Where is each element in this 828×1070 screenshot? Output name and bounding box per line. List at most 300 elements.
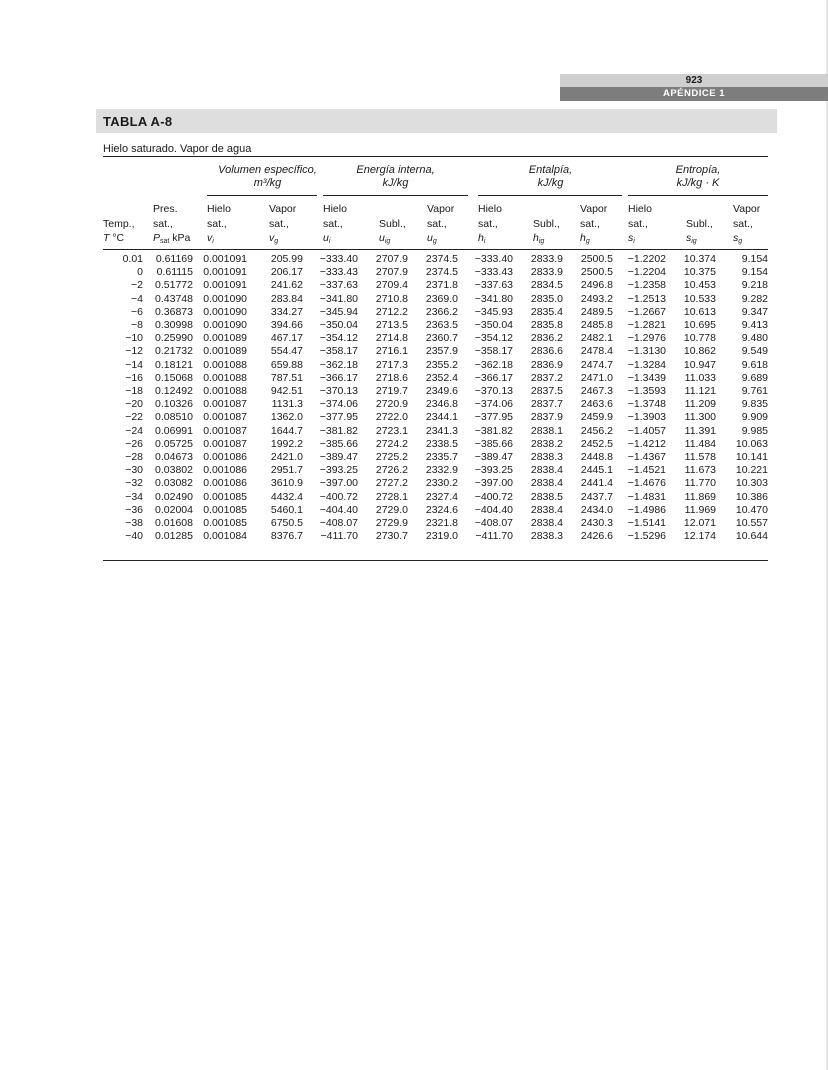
table-cell: −400.72 bbox=[319, 490, 358, 503]
table-cell: −1.4521 bbox=[627, 464, 666, 477]
table-cell: 11.391 bbox=[684, 424, 716, 437]
table-cell: 2335.7 bbox=[425, 451, 458, 464]
table-cell: −333.40 bbox=[474, 253, 513, 265]
table-cell: 2459.9 bbox=[580, 411, 613, 424]
table-cell: 10.470 bbox=[735, 503, 768, 516]
table-cell: 2426.6 bbox=[580, 530, 613, 543]
table-cell: 9.218 bbox=[741, 279, 768, 292]
table-cell: 2471.0 bbox=[580, 371, 613, 384]
group-entropy-rule bbox=[628, 195, 768, 196]
table-cell: −1.4676 bbox=[627, 477, 666, 490]
table-cell: 2434.0 bbox=[580, 503, 613, 516]
table-cell: 2421.0 bbox=[270, 451, 303, 464]
table-cell: −32 bbox=[125, 477, 143, 490]
table-cell: −10 bbox=[125, 332, 143, 345]
table-row bbox=[103, 411, 768, 424]
table-cell: −362.18 bbox=[474, 358, 513, 371]
table-row bbox=[103, 438, 768, 451]
table-cell: 2707.9 bbox=[375, 266, 408, 279]
table-cell: 2723.1 bbox=[375, 424, 408, 437]
table-cell: −36 bbox=[125, 503, 143, 516]
table-cell: −411.70 bbox=[320, 530, 358, 543]
table-cell: 787.51 bbox=[270, 371, 303, 384]
table-cell: 2713.5 bbox=[375, 319, 408, 332]
table-cell: 0.03082 bbox=[155, 477, 193, 490]
table-cell: 0.51772 bbox=[155, 279, 193, 292]
table-cell: 9.985 bbox=[741, 424, 768, 437]
table-cell: −354.12 bbox=[319, 332, 358, 345]
table-cell: 9.909 bbox=[741, 411, 768, 424]
table-cell: 0.01608 bbox=[155, 517, 193, 530]
table-row bbox=[103, 451, 768, 464]
appendix-label: APÉNDICE 1 bbox=[560, 87, 828, 101]
table-cell: −337.63 bbox=[474, 279, 513, 292]
table-cell: 0.001087 bbox=[203, 437, 247, 450]
table-cell: −377.95 bbox=[319, 411, 358, 424]
table-cell: 2720.9 bbox=[375, 398, 408, 411]
table-cell: 2485.8 bbox=[580, 319, 613, 332]
table-cell: 0.001086 bbox=[203, 464, 247, 477]
table-row bbox=[103, 517, 768, 530]
table-cell: 11.770 bbox=[684, 477, 716, 490]
col-head-vg: Vapor sat., $v_g$ bbox=[269, 203, 297, 245]
table-cell: 1362.0 bbox=[270, 411, 303, 424]
table-cell: 2838.4 bbox=[530, 517, 563, 530]
table-cell: 2838.4 bbox=[530, 503, 563, 516]
table-cell: −370.13 bbox=[474, 385, 513, 398]
table-cell: 12.071 bbox=[683, 517, 716, 530]
table-cell: −393.25 bbox=[474, 464, 513, 477]
table-cell: −345.93 bbox=[474, 305, 513, 318]
table-cell: 0.001085 bbox=[203, 503, 247, 516]
table-cell: 9.154 bbox=[741, 266, 768, 279]
table-cell: 2725.2 bbox=[375, 451, 408, 464]
table-cell: 0.001091 bbox=[203, 253, 247, 265]
table-cell: −1.5296 bbox=[627, 530, 666, 543]
table-cell: 10.303 bbox=[735, 477, 768, 490]
table-cell: −6 bbox=[131, 305, 143, 318]
table-cell: 0.25990 bbox=[155, 332, 193, 345]
table-cell: 2327.4 bbox=[425, 490, 458, 503]
table-cell: 0.001087 bbox=[203, 398, 247, 411]
table-cell: −381.82 bbox=[319, 424, 358, 437]
col-head-vi: Hielo sat., $v_i$ bbox=[207, 203, 231, 245]
table-cell: 2834.5 bbox=[530, 279, 563, 292]
table-cell: −333.40 bbox=[319, 253, 358, 265]
table-cell: 2355.2 bbox=[425, 358, 458, 371]
table-cell: 1131.3 bbox=[271, 398, 303, 411]
table-cell: −18 bbox=[125, 385, 143, 398]
table-row bbox=[103, 253, 768, 266]
table-cell: 0.18121 bbox=[155, 358, 193, 371]
table-cell: 0.02004 bbox=[155, 503, 193, 516]
table-cell: 11.578 bbox=[684, 451, 716, 464]
table-cell: 0.02490 bbox=[155, 490, 193, 503]
table-cell: 1644.7 bbox=[270, 424, 303, 437]
table-row bbox=[103, 477, 768, 490]
table-cell: 0.21732 bbox=[155, 345, 193, 358]
table-cell: 11.484 bbox=[684, 437, 716, 450]
table-row bbox=[103, 266, 768, 279]
table-cell: −366.17 bbox=[474, 371, 513, 384]
table-cell: 9.835 bbox=[741, 398, 768, 411]
table-caption: Hielo saturado. Vapor de agua bbox=[103, 143, 252, 155]
table-cell: 9.480 bbox=[741, 332, 768, 345]
table-cell: −4 bbox=[131, 292, 143, 305]
table-body bbox=[103, 253, 768, 543]
table-cell: 0.001087 bbox=[203, 424, 247, 437]
table-cell: −1.2667 bbox=[627, 305, 666, 318]
table-cell: 10.613 bbox=[683, 305, 716, 318]
table-cell: 206.17 bbox=[270, 266, 303, 279]
table-cell: 2374.5 bbox=[425, 253, 458, 265]
table-cell: 2437.7 bbox=[580, 490, 613, 503]
group-volume-title: Volumen específico, bbox=[218, 164, 317, 176]
group-energy-unit: kJ/kg bbox=[382, 177, 409, 189]
group-energy bbox=[323, 164, 468, 190]
table-cell: 0.001087 bbox=[203, 411, 247, 424]
table-cell: 2833.9 bbox=[530, 266, 563, 279]
col-head-si: Hielo sat., $s_i$ bbox=[628, 203, 652, 245]
table-cell: 0.001084 bbox=[203, 530, 247, 543]
table-cell: 2371.8 bbox=[425, 279, 458, 292]
table-cell: 205.99 bbox=[270, 253, 303, 265]
table-cell: −1.2976 bbox=[627, 332, 666, 345]
table-cell: 2716.1 bbox=[375, 345, 408, 358]
table-row bbox=[103, 372, 768, 385]
table-cell: 2833.9 bbox=[530, 253, 563, 265]
table-cell: 0.12492 bbox=[155, 385, 193, 398]
table-cell: 10.141 bbox=[735, 451, 768, 464]
group-enthalpy-title: Entalpía, bbox=[528, 164, 573, 176]
table-cell: −2 bbox=[131, 279, 143, 292]
col-head-sg: Vapor sat., $s_g$ bbox=[733, 203, 761, 245]
table-row bbox=[103, 425, 768, 438]
table-cell: 0.36873 bbox=[155, 305, 193, 318]
table-cell: −1.3748 bbox=[627, 398, 666, 411]
table-cell: 2360.7 bbox=[425, 332, 458, 345]
table-cell: −333.43 bbox=[474, 266, 513, 279]
table-cell: 0.001088 bbox=[203, 358, 247, 371]
table-cell: 1992.2 bbox=[270, 437, 303, 450]
table-cell: 2951.7 bbox=[270, 464, 303, 477]
table-cell: −1.3593 bbox=[627, 385, 666, 398]
table-cell: 10.375 bbox=[683, 266, 716, 279]
table-cell: 0.001089 bbox=[203, 332, 247, 345]
table-cell: 2341.3 bbox=[425, 424, 458, 437]
table-cell: 0.001090 bbox=[203, 292, 247, 305]
table-cell: −1.2821 bbox=[627, 319, 666, 332]
table-cell: 0.43748 bbox=[155, 292, 193, 305]
table-cell: 0.001090 bbox=[203, 305, 247, 318]
table-cell: 10.862 bbox=[683, 345, 716, 358]
table-cell: −1.3130 bbox=[627, 345, 666, 358]
table-cell: 2709.4 bbox=[375, 279, 408, 292]
table-cell: 2349.6 bbox=[425, 385, 458, 398]
table-cell: −1.3903 bbox=[627, 411, 666, 424]
table-cell: 2338.5 bbox=[425, 437, 458, 450]
table-cell: −24 bbox=[125, 424, 143, 437]
table-row bbox=[103, 345, 768, 358]
table-row bbox=[103, 464, 768, 477]
col-head-hg: Vapor sat., $h_g$ bbox=[580, 203, 608, 245]
table-cell: 0.001091 bbox=[203, 266, 247, 279]
table-row bbox=[103, 293, 768, 306]
table-cell: −345.94 bbox=[319, 305, 358, 318]
table-cell: 11.969 bbox=[684, 503, 716, 516]
table-cell: 11.209 bbox=[684, 398, 716, 411]
table-cell: 11.121 bbox=[684, 385, 716, 398]
table-cell: 467.17 bbox=[270, 332, 303, 345]
table-cell: 11.033 bbox=[684, 371, 716, 384]
table-cell: 2707.9 bbox=[375, 253, 408, 265]
table-cell: 9.413 bbox=[741, 319, 768, 332]
table-cell: −370.13 bbox=[319, 385, 358, 398]
table-cell: 5460.1 bbox=[270, 503, 303, 516]
table-cell: −354.12 bbox=[474, 332, 513, 345]
table-row bbox=[103, 504, 768, 517]
table-cell: 0 bbox=[137, 266, 143, 279]
table-cell: 0.05725 bbox=[155, 437, 193, 450]
group-energy-rule bbox=[323, 195, 468, 196]
table-cell: −362.18 bbox=[319, 358, 358, 371]
table-cell: 2445.1 bbox=[580, 464, 613, 477]
table-cell: 10.644 bbox=[735, 530, 768, 543]
table-cell: 2357.9 bbox=[425, 345, 458, 358]
table-cell: 2729.9 bbox=[375, 517, 408, 530]
table-cell: 2835.0 bbox=[530, 292, 563, 305]
table-cell: 11.869 bbox=[684, 490, 716, 503]
table-cell: −377.95 bbox=[474, 411, 513, 424]
table-cell: −385.66 bbox=[474, 437, 513, 450]
table-cell: −411.70 bbox=[475, 530, 513, 543]
table-cell: −16 bbox=[125, 371, 143, 384]
table-row bbox=[103, 398, 768, 411]
table-cell: 2837.7 bbox=[530, 398, 563, 411]
table-cell: 2452.5 bbox=[580, 437, 613, 450]
table-cell: 0.30998 bbox=[155, 319, 193, 332]
table-cell: 2837.2 bbox=[530, 371, 563, 384]
table-cell: −1.2513 bbox=[627, 292, 666, 305]
table-cell: −389.47 bbox=[474, 451, 513, 464]
table-cell: −341.80 bbox=[319, 292, 358, 305]
col-head-psat: Pres. sat., $P_{sat}$ kPa bbox=[153, 203, 191, 245]
table-row bbox=[103, 332, 768, 345]
table-cell: 2710.8 bbox=[375, 292, 408, 305]
table-cell: −408.07 bbox=[474, 517, 513, 530]
table-cell: 2726.2 bbox=[375, 464, 408, 477]
table-cell: 2346.8 bbox=[425, 398, 458, 411]
table-cell: −1.3439 bbox=[627, 371, 666, 384]
table-cell: −1.2202 bbox=[627, 253, 666, 265]
table-cell: 2330.2 bbox=[425, 477, 458, 490]
col-head-ui: Hielo sat., $u_i$ bbox=[323, 203, 347, 245]
table-cell: 0.61115 bbox=[156, 266, 193, 279]
table-cell: 2482.1 bbox=[580, 332, 613, 345]
table-cell: −22 bbox=[125, 411, 143, 424]
table-cell: 2837.9 bbox=[530, 411, 563, 424]
table-cell: −374.06 bbox=[319, 398, 358, 411]
table-cell: 9.347 bbox=[741, 305, 768, 318]
table-cell: −14 bbox=[125, 358, 143, 371]
table-cell: 2719.7 bbox=[375, 385, 408, 398]
table-row bbox=[103, 491, 768, 504]
table-cell: 334.27 bbox=[270, 305, 303, 318]
table-cell: 241.62 bbox=[270, 279, 303, 292]
table-cell: −333.43 bbox=[319, 266, 358, 279]
table-cell: 394.66 bbox=[270, 319, 303, 332]
table-cell: 0.04673 bbox=[155, 451, 193, 464]
table-cell: 6750.5 bbox=[270, 517, 303, 530]
table-cell: −393.25 bbox=[319, 464, 358, 477]
table-cell: 0.001086 bbox=[203, 451, 247, 464]
table-cell: 2838.3 bbox=[530, 451, 563, 464]
group-entropy-unit: kJ/kg · K bbox=[676, 177, 720, 189]
table-cell: −350.04 bbox=[319, 319, 358, 332]
table-cell: 0.001086 bbox=[203, 477, 247, 490]
table-cell: −30 bbox=[125, 464, 143, 477]
col-head-ug: Vapor sat., $u_g$ bbox=[427, 203, 455, 245]
table-cell: 0.06991 bbox=[155, 424, 193, 437]
table-cell: 2838.4 bbox=[530, 464, 563, 477]
table-cell: 2448.8 bbox=[580, 451, 613, 464]
data-table bbox=[103, 253, 768, 543]
table-cell: 2319.0 bbox=[425, 530, 458, 543]
table-cell: −358.17 bbox=[474, 345, 513, 358]
table-row bbox=[103, 530, 768, 543]
table-cell: −397.00 bbox=[319, 477, 358, 490]
table-cell: 2727.2 bbox=[375, 477, 408, 490]
top-rule bbox=[103, 156, 768, 157]
table-cell: −389.47 bbox=[319, 451, 358, 464]
table-cell: 0.03802 bbox=[155, 464, 193, 477]
table-cell: −381.82 bbox=[474, 424, 513, 437]
table-cell: 2463.6 bbox=[580, 398, 613, 411]
table-cell: 0.001089 bbox=[203, 345, 247, 358]
table-cell: 3610.9 bbox=[270, 477, 303, 490]
group-entropy-title: Entropía, bbox=[675, 164, 721, 176]
table-cell: 2474.7 bbox=[580, 358, 613, 371]
table-cell: 2714.8 bbox=[375, 332, 408, 345]
group-volume bbox=[207, 164, 328, 190]
table-cell: 2456.2 bbox=[580, 424, 613, 437]
table-row bbox=[103, 319, 768, 332]
table-cell: 2500.5 bbox=[580, 253, 613, 265]
table-cell: 0.01 bbox=[122, 253, 143, 265]
group-enthalpy-rule bbox=[478, 195, 622, 196]
table-cell: 9.154 bbox=[741, 253, 768, 265]
table-cell: 2344.1 bbox=[425, 411, 458, 424]
table-cell: 2838.2 bbox=[530, 437, 563, 450]
table-cell: 10.778 bbox=[683, 332, 716, 345]
table-cell: 10.557 bbox=[735, 517, 768, 530]
table-cell: −1.4831 bbox=[627, 490, 666, 503]
col-head-hig: Subl., $h_{ig}$ bbox=[533, 217, 560, 245]
table-cell: −1.2204 bbox=[627, 266, 666, 279]
table-cell: 10.063 bbox=[735, 437, 768, 450]
table-cell: 2374.5 bbox=[425, 266, 458, 279]
table-cell: −350.04 bbox=[474, 319, 513, 332]
table-cell: 2493.2 bbox=[580, 292, 613, 305]
table-cell: 2836.9 bbox=[530, 358, 563, 371]
table-cell: −1.3284 bbox=[627, 358, 666, 371]
table-cell: 0.10326 bbox=[155, 398, 193, 411]
table-cell: −40 bbox=[125, 530, 143, 543]
table-cell: 10.374 bbox=[683, 253, 716, 265]
table-cell: 2352.4 bbox=[425, 371, 458, 384]
table-cell: 10.221 bbox=[735, 464, 768, 477]
table-cell: 2838.4 bbox=[530, 477, 563, 490]
table-cell: 942.51 bbox=[270, 385, 303, 398]
table-cell: 10.453 bbox=[683, 279, 716, 292]
table-cell: 11.300 bbox=[684, 411, 716, 424]
table-cell: 9.282 bbox=[741, 292, 768, 305]
table-title-band bbox=[96, 109, 777, 133]
table-cell: 9.618 bbox=[741, 358, 768, 371]
col-head-sig: Subl., $s_{ig}$ bbox=[686, 217, 713, 245]
table-cell: 2730.7 bbox=[375, 530, 408, 543]
group-volume-rule bbox=[207, 195, 317, 196]
table-cell: 659.88 bbox=[270, 358, 303, 371]
table-cell: 2363.5 bbox=[425, 319, 458, 332]
table-cell: −1.4212 bbox=[627, 437, 666, 450]
bottom-rule bbox=[103, 560, 768, 561]
table-cell: −8 bbox=[131, 319, 143, 332]
group-enthalpy bbox=[478, 164, 623, 190]
table-row bbox=[103, 279, 768, 292]
table-cell: 0.001090 bbox=[203, 319, 247, 332]
header-rule bbox=[103, 249, 768, 250]
table-cell: 10.386 bbox=[735, 490, 768, 503]
table-cell: −34 bbox=[125, 490, 143, 503]
table-cell: 0.15068 bbox=[155, 371, 193, 384]
group-entropy bbox=[628, 164, 768, 190]
table-cell: 2496.8 bbox=[580, 279, 613, 292]
table-cell: 9.549 bbox=[741, 345, 768, 358]
table-cell: 2717.3 bbox=[375, 358, 408, 371]
table-cell: 2835.4 bbox=[530, 305, 563, 318]
table-cell: −26 bbox=[125, 437, 143, 450]
table-cell: 2722.0 bbox=[375, 411, 408, 424]
table-cell: 0.001088 bbox=[203, 385, 247, 398]
table-cell: 2369.0 bbox=[425, 292, 458, 305]
table-cell: 4432.4 bbox=[270, 490, 303, 503]
table-cell: 2441.4 bbox=[580, 477, 613, 490]
table-cell: 2718.6 bbox=[375, 371, 408, 384]
table-cell: 2729.0 bbox=[375, 503, 408, 516]
table-cell: −358.17 bbox=[319, 345, 358, 358]
table-cell: −366.17 bbox=[319, 371, 358, 384]
table-cell: 2324.6 bbox=[425, 503, 458, 516]
table-cell: 2837.5 bbox=[530, 385, 563, 398]
table-cell: 283.84 bbox=[270, 292, 303, 305]
table-cell: 2712.2 bbox=[375, 305, 408, 318]
table-cell: 554.47 bbox=[270, 345, 303, 358]
table-cell: 2836.2 bbox=[530, 332, 563, 345]
table-row bbox=[103, 385, 768, 398]
table-cell: −404.40 bbox=[474, 503, 513, 516]
table-cell: 0.001088 bbox=[203, 371, 247, 384]
table-cell: −28 bbox=[125, 451, 143, 464]
table-cell: 9.689 bbox=[741, 371, 768, 384]
table-cell: −1.4057 bbox=[627, 424, 666, 437]
table-cell: 2321.8 bbox=[425, 517, 458, 530]
col-head-uig: Subl., $u_{ig}$ bbox=[379, 217, 406, 245]
group-energy-title: Energía interna, bbox=[356, 164, 435, 176]
table-cell: −397.00 bbox=[474, 477, 513, 490]
table-cell: 2728.1 bbox=[375, 490, 408, 503]
table-cell: −12 bbox=[125, 345, 143, 358]
